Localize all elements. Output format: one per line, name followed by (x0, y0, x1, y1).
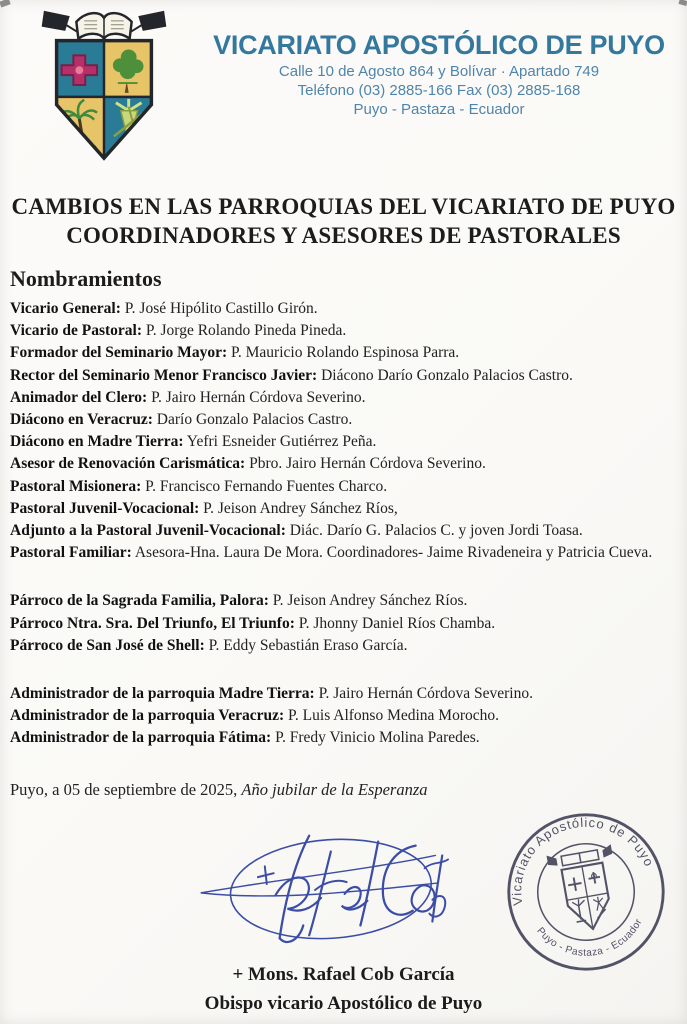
item-value: Diác. Darío G. Palacios C. y joven Jordi Toasa. (285, 522, 583, 540)
handwritten-signature (192, 818, 450, 956)
list-item (10, 498, 677, 520)
list-item (10, 320, 677, 342)
list-item (10, 727, 677, 749)
item-label: Pastoral Juvenil-Vocacional: (10, 499, 200, 517)
item-value: P. Mauricio Rolando Espinosa Parra. (227, 344, 460, 362)
item-label: Párroco de la Sagrada Familia, Palora: (10, 592, 269, 610)
item-value: P. Jairo Hernán Córdova Severino. (314, 685, 533, 703)
item-value: P. Fredy Vinicio Molina Paredes. (271, 729, 480, 747)
organization-title: VICARIATO APOSTÓLICO DE PUYO (213, 30, 665, 60)
date-line (10, 780, 687, 800)
administradores-list (10, 683, 677, 750)
svg-text:Vicariato Apostólico de Puy (504, 810, 660, 907)
item-label: Párroco de San José de Shell: (10, 636, 205, 654)
letterhead-text (204, 30, 674, 166)
parrocos-list (10, 590, 677, 657)
item-value: Asesora-Hna. Laura De Mora. Coordinadores- Jaime Rivadeneira y Patricia Cueva. (131, 544, 653, 562)
list-item (10, 705, 677, 727)
list-item (10, 520, 677, 542)
item-label: Administrador de la parroquia Veracruz: (10, 707, 285, 725)
section-heading: Nombramientos (10, 266, 162, 291)
list-item (10, 431, 677, 453)
item-label: Vicario General: (10, 300, 121, 317)
item-value: Diácono Darío Gonzalo Palacios Castro. (317, 366, 573, 384)
item-label: Pastoral Familiar: (10, 544, 132, 562)
item-label: Pastoral Misionera: (10, 477, 142, 495)
address-line-1: Calle 10 de Agosto 864 y Bolívar · Apartado 749 (278, 63, 600, 80)
signature-row (0, 812, 687, 958)
signer-title: Obispo vicario Apostólico de Puyo (204, 992, 483, 1014)
item-value: Pbro. Jairo Hernán Córdova Severino. (245, 455, 486, 473)
item-label: Administrador de la parroquia Madre Tierra: (10, 685, 315, 703)
letterhead (0, 0, 687, 166)
coat-of-arms-logo (34, 8, 174, 166)
item-label: Vicario de Pastoral: (10, 322, 142, 340)
jubilee-year-text: Año jubilar de la Esperanza (241, 779, 428, 799)
list-item (10, 476, 677, 498)
item-value: P. José Hipólito Castillo Girón. (120, 300, 318, 317)
list-item (10, 387, 677, 409)
item-label: Formador del Seminario Mayor: (10, 344, 228, 362)
item-label: Diácono en Veracruz: (10, 411, 153, 429)
date-text: Puyo, a 05 de septiembre de 2025, (10, 779, 242, 799)
list-item (10, 298, 677, 320)
list-item (10, 342, 677, 364)
item-label: Diácono en Madre Tierra: (10, 433, 184, 451)
item-value: P. Jeison Andrey Sánchez Ríos, (199, 499, 398, 517)
list-item (10, 613, 677, 635)
signer-name: + Mons. Rafael Cob García (232, 963, 455, 985)
item-value: P. Luis Alfonso Medina Morocho. (284, 707, 499, 725)
item-label: Párroco Ntra. Sra. Del Triunfo, El Triunfo: (10, 614, 295, 632)
circular-stamp (504, 810, 668, 974)
item-label: Adjunto a la Pastoral Juvenil-Vocacional: (10, 522, 286, 540)
address-line-2: Teléfono (03) 2885-166 Fax (03) 2885-168 (297, 82, 581, 99)
list-item (10, 453, 677, 475)
item-label: Rector del Seminario Menor Francisco Javier: (10, 366, 318, 384)
item-value: P. Jorge Rolando Pineda Pineda. (142, 322, 347, 340)
item-label: Asesor de Renovación Carismática: (10, 455, 246, 473)
stamp-bottom-text: Puyo - Pastaza - Ecuador (534, 916, 645, 959)
document-title (8, 192, 679, 250)
item-value: P. Jeison Andrey Sánchez Ríos. (268, 592, 468, 610)
item-value: P. Eddy Sebastián Eraso García. (204, 636, 408, 654)
item-value: P. Jhonny Daniel Ríos Chamba. (294, 614, 496, 632)
list-item (10, 590, 677, 612)
nombramientos-list (10, 298, 677, 564)
item-label: Animador del Clero: (10, 388, 148, 406)
item-value: P. Jairo Hernán Córdova Severino. (147, 388, 366, 406)
stamp-top-text: Vicariato Apostólico de Puyo (509, 814, 658, 907)
item-label: Administrador de la parroquia Fátima: (10, 729, 272, 747)
list-item (10, 542, 677, 564)
document-title-line-1: CAMBIOS EN LAS PARROQUIAS DEL VICARIATO DE PUYO (11, 194, 676, 219)
item-value: P. Francisco Fernando Fuentes Charco. (141, 477, 388, 495)
list-item (10, 409, 677, 431)
item-value: Yefri Esneider Gutiérrez Peña. (183, 433, 377, 451)
list-item (10, 365, 677, 387)
address-line-3: Puyo - Pastaza - Ecuador (353, 101, 525, 118)
list-item (10, 635, 677, 657)
document-title-line-2: COORDINADORES Y ASESORES DE PASTORALES (66, 223, 621, 248)
list-item (10, 683, 677, 705)
item-value: Darío Gonzalo Palacios Castro. (152, 411, 353, 429)
